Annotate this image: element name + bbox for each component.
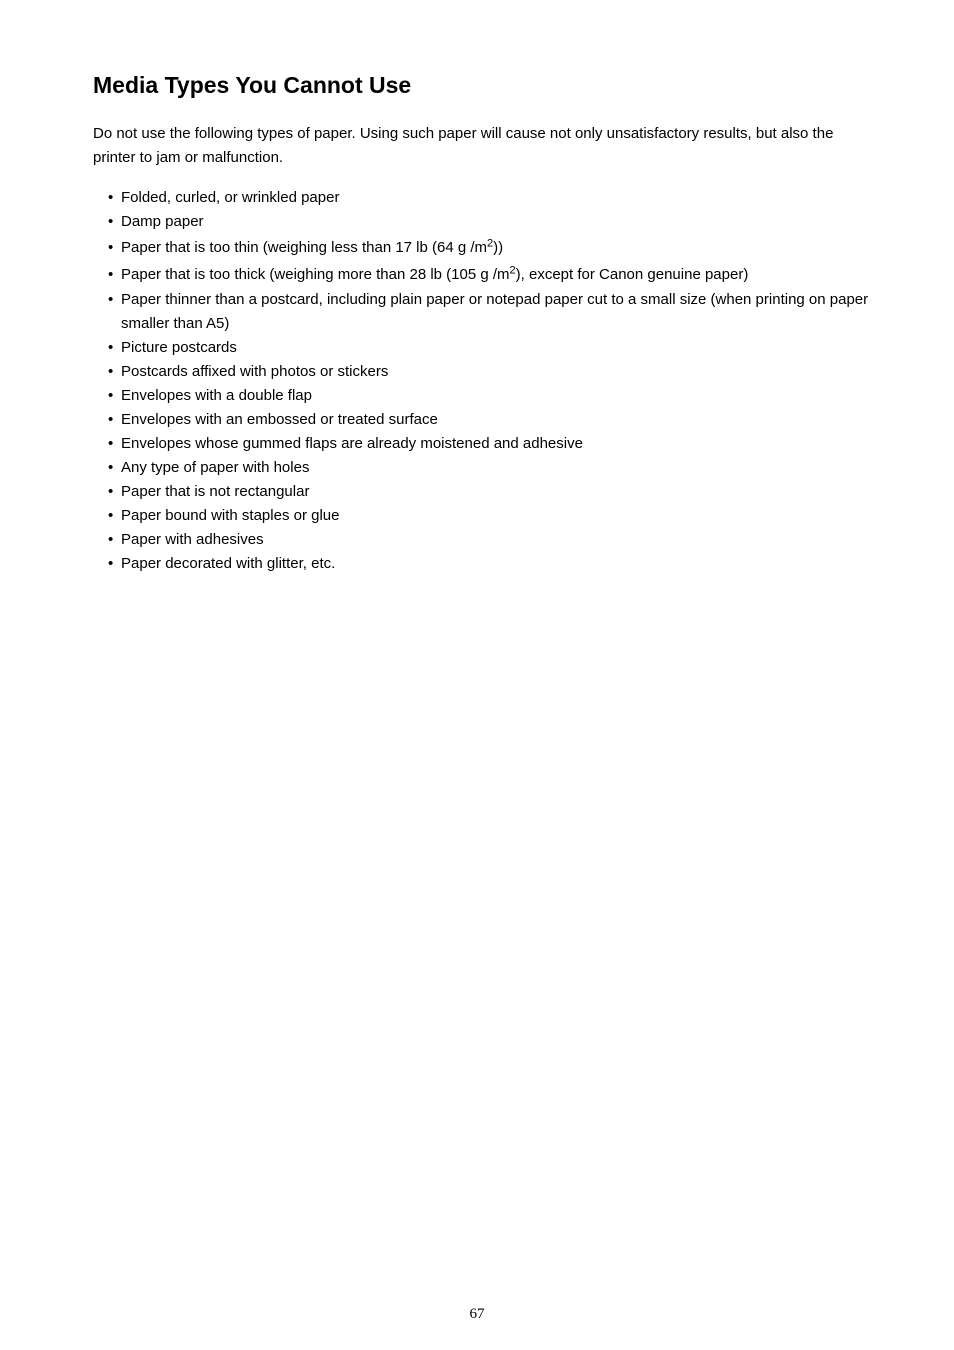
list-item [93, 336, 873, 360]
list-item-text: Envelopes whose gummed flaps are already moistened and adhesive [121, 435, 583, 452]
bullet-icon: • [108, 363, 114, 380]
list-item-text-suffix: ), except for Canon genuine paper) [515, 265, 749, 283]
bullet-icon: • [108, 411, 114, 428]
list-item [93, 480, 873, 504]
list-item-text: Paper bound with staples or glue [121, 507, 340, 524]
list-item [93, 186, 873, 210]
bullet-icon: • [108, 387, 114, 404]
list-item [93, 234, 873, 261]
bullet-icon: • [108, 265, 114, 283]
bullet-icon: • [108, 213, 114, 230]
list-item [93, 504, 873, 528]
bullet-icon: • [108, 531, 114, 548]
superscript: 2 [487, 237, 494, 249]
list-item-text: Paper that is too thin (weighing less than 17 lb (64 g /m [121, 238, 488, 256]
list-item [93, 528, 873, 552]
list-item-text: Picture postcards [121, 339, 237, 356]
list-item-text: Any type of paper with holes [121, 459, 310, 476]
page-title: Media Types You Cannot Use [93, 72, 412, 98]
list-item-text: Envelopes with an embossed or treated surface [121, 411, 438, 428]
list-item-text: Paper thinner than a postcard, including plain paper or notepad paper cut to a small size (when printing on paper smaller than A5) [121, 291, 869, 332]
bullet-icon: • [108, 189, 114, 206]
list-item-text-suffix: )) [493, 238, 504, 256]
list-item [93, 408, 873, 432]
bullet-icon: • [108, 507, 114, 524]
bullet-icon: • [108, 435, 114, 452]
intro-paragraph: Do not use the following types of paper. Using such paper will cause not only unsatisfactory results, but also the printer to jam or malfunction. [93, 125, 834, 166]
list-item [93, 384, 873, 408]
list-item-text: Folded, curled, or wrinkled paper [121, 189, 340, 206]
list-item-text: Paper that is too thick (weighing more than 28 lb (105 g /m [121, 265, 510, 283]
list-item-text: Paper that is not rectangular [121, 483, 310, 500]
list-item-text: Postcards affixed with photos or stickers [121, 363, 389, 380]
bullet-icon: • [108, 459, 114, 476]
unusable-media-list [93, 186, 873, 576]
list-item [93, 288, 873, 336]
bullet-icon: • [108, 483, 114, 500]
bullet-icon: • [108, 238, 114, 256]
list-item-text: Paper decorated with glitter, etc. [121, 555, 336, 572]
superscript: 2 [509, 264, 516, 276]
bullet-icon: • [108, 291, 114, 308]
list-item [93, 552, 873, 576]
list-item [93, 261, 873, 288]
list-item-text: Damp paper [121, 213, 204, 230]
list-item [93, 456, 873, 480]
list-item-text: Envelopes with a double flap [121, 387, 312, 404]
list-item [93, 360, 873, 384]
list-item [93, 432, 873, 456]
list-item-text: Paper with adhesives [121, 531, 264, 548]
bullet-icon: • [108, 555, 114, 572]
bullet-icon: • [108, 339, 114, 356]
page-number: 67 [469, 1306, 485, 1322]
list-item [93, 210, 873, 234]
